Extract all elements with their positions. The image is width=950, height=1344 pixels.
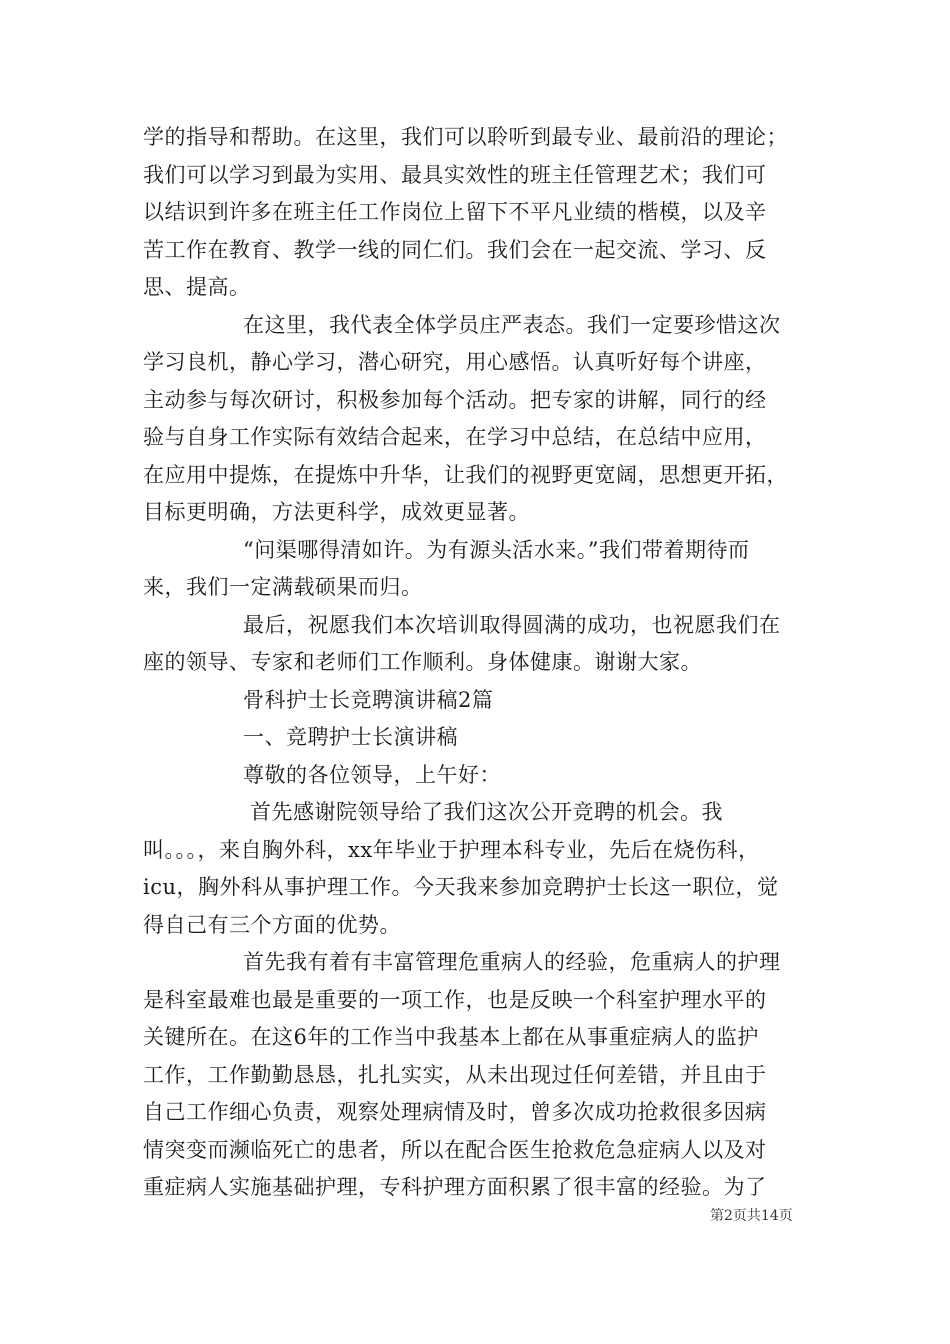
text-line: 座的领导、专家和老师们工作顺利。身体健康。谢谢大家。 [143, 650, 702, 674]
paragraph-start: 首先我有着有丰富管理危重病人的经验，危重病人的护理 [243, 950, 781, 974]
text-line: 重症病人实施基础护理，专科护理方面积累了很丰富的经验。为了 [143, 1175, 767, 1199]
text-line: 是科室最难也最是重要的一项工作，也是反映一个科室护理水平的 [143, 988, 767, 1012]
salutation: 尊敬的各位领导，上午好： [243, 763, 501, 787]
text-line: 苦工作在教育、教学一线的同仁们。我们会在一起交流、学习、反 [143, 238, 767, 262]
paragraph-start: 最后，祝愿我们本次培训取得圆满的成功，也祝愿我们在 [243, 613, 781, 637]
text-line: 工作，工作勤勤恳恳，扎扎实实，从未出现过任何差错，并且由于 [143, 1063, 767, 1087]
text-line: 以结识到许多在班主任工作岗位上留下不平凡业绩的楷模，以及辛 [143, 200, 767, 224]
text-line: 学的指导和帮助。在这里，我们可以聆听到最专业、最前沿的理论； [143, 125, 788, 149]
text-line: icu，胸外科从事护理工作。今天我来参加竞聘护士长这一职位，觉 [143, 875, 779, 899]
text-line: 学习良机，静心学习，潜心研究，用心感悟。认真听好每个讲座， [143, 350, 767, 374]
text-line: 目标更明确，方法更科学，成效更显著。 [143, 500, 530, 524]
text-line: 我们可以学习到最为实用、最具实效性的班主任管理艺术；我们可 [143, 163, 767, 187]
text-line: 情突变而濒临死亡的患者，所以在配合医生抢救危急症病人以及对 [143, 1138, 767, 1162]
text-line: 主动参与每次研讨，积极参加每个活动。把专家的讲解，同行的经 [143, 388, 767, 412]
text-line: 叫。。。，来自胸外科，xx年毕业于护理本科专业，先后在烧伤科， [143, 838, 760, 862]
text-line: 关键所在。在这6年的工作当中我基本上都在从事重症病人的监护 [143, 1025, 759, 1049]
paragraph-start: 在这里，我代表全体学员庄严表态。我们一定要珍惜这次 [243, 313, 781, 337]
text-line: 来，我们一定满载硕果而归。 [143, 575, 423, 599]
section-subtitle: 一、竞聘护士长演讲稿 [243, 725, 458, 749]
text-line: 得自己有三个方面的优势。 [143, 913, 401, 937]
section-title: 骨科护士长竞聘演讲稿2篇 [243, 688, 494, 712]
text-line: 自己工作细心负责，观察处理病情及时，曾多次成功抢救很多因病 [143, 1100, 767, 1124]
paragraph-start: “问渠哪得清如许。为有源头活水来。”我们带着期待而 [243, 538, 750, 562]
paragraph-start: 首先感谢院领导给了我们这次公开竞聘的机会。我 [250, 800, 723, 824]
text-line: 思、提高。 [143, 275, 251, 299]
text-line: 验与自身工作实际有效结合起来，在学习中总结，在总结中应用， [143, 425, 767, 449]
text-line: 在应用中提炼，在提炼中升华，让我们的视野更宽阔，思想更开拓， [143, 463, 788, 487]
page-number-footer: 第2页共14页 [710, 1208, 793, 1224]
